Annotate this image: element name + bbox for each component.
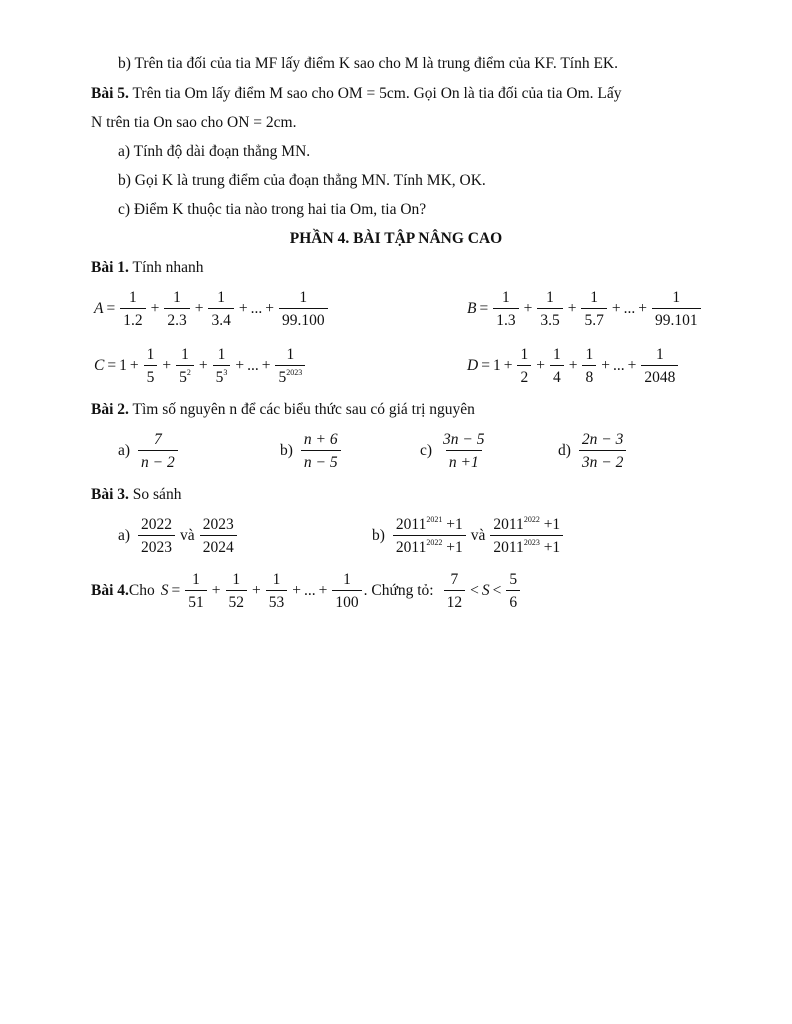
bai3-text: So sánh [128,486,182,503]
frac-D3: $\frac{1}{8}$ [582,345,596,387]
plus: + [611,300,621,317]
var-C: C [94,357,105,374]
plus: + [292,582,301,599]
bai3-heading [91,486,181,504]
frac-D1: $\frac{1}{2}$ [517,345,531,387]
expr-B [467,288,703,330]
frac-bai3-b1: $\frac{2011^{2021} +1}{2011^{2022} +1}$ [393,515,466,557]
dots: ... [247,357,259,374]
item-label: a) [118,527,131,544]
eq-sign: = [479,300,489,317]
var-B: B [467,300,477,317]
plus: + [211,582,221,599]
section-title: PHẦN 4. BÀI TẬP NÂNG CAO [289,230,503,247]
frac-bai2-c: $\frac{3n - 5}{n +1}$ [443,431,485,471]
eq-sign: = [107,357,117,374]
bai5-a: a) Tính độ dài đoạn thẳng MN. [118,143,311,160]
frac-D2: $\frac{1}{4}$ [550,345,564,387]
bai2-a [118,430,180,472]
dots: ... [304,582,316,599]
frac-A4: $\frac{1}{99.100}$ [279,288,328,330]
plus: + [150,300,160,317]
eq-sign: = [106,300,116,317]
item-label: b) [372,527,385,544]
bai2-b [280,430,343,472]
frac-lower-bound: $\frac{7}{12}$ [444,570,466,612]
bai2-text: Tìm số nguyên n để các biểu thức sau có giá trị nguyên [128,401,475,418]
var-D: D [467,357,479,374]
item-label: b) [280,442,293,459]
plus: + [252,582,261,599]
frac-S3: $\frac{1}{53}$ [266,570,288,612]
dots: ... [612,357,625,374]
plus: + [638,300,647,317]
frac-bai3-a1: $\frac{2022}{2023}$ [138,515,175,557]
bai2-c [420,430,490,472]
expr-A [94,288,330,330]
frac-bai2-d: $\frac{2n - 3}{3n - 2}$ [579,430,626,472]
frac-D4: $\frac{1}{2048}$ [641,345,678,387]
bai5-line1 [91,85,622,103]
expr-C [94,345,307,387]
bai3-label: Bài 3. [91,486,129,503]
var-A: A [94,300,104,317]
one: 1 [492,357,501,374]
frac-bai2-b: $\frac{n + 6}{n - 5}$ [301,430,341,472]
plus: + [238,300,248,317]
frac-C4: $\frac{1}{5^{2023}}$ [275,345,305,387]
frac-B1: $\frac{1}{1.3}$ [493,288,518,330]
prove-text: . Chứng tỏ: [363,582,434,599]
frac-A2: $\frac{1}{2.3}$ [164,288,189,330]
frac-S2: $\frac{1}{52}$ [226,570,248,612]
plus: + [536,357,545,374]
bai4-part-b-line: b) Trên tia đối của tia MF lấy điểm K sao cho M là trung điểm của KF. Tính EK. [118,55,619,72]
plus: + [162,357,172,374]
bai1-heading [91,259,204,277]
frac-C2: $\frac{1}{5^2}$ [176,345,194,387]
frac-A3: $\frac{1}{3.4}$ [208,288,233,330]
var-S: S [481,582,490,599]
plus: + [627,357,637,374]
frac-S4: $\frac{1}{100}$ [332,570,361,612]
bai5-line2: N trên tia On sao cho ON = 2cm. [91,114,297,131]
item-label: c) [420,442,433,459]
lt-sign: < [470,582,479,599]
frac-C1: $\frac{1}{5}$ [144,345,158,387]
and-word: và [180,527,195,544]
frac-B4: $\frac{1}{99.101}$ [652,288,701,330]
bai2-d [558,430,628,472]
frac-A1: $\frac{1}{1.2}$ [120,288,145,330]
plus: + [523,300,533,317]
plus: + [318,582,328,599]
plus: + [568,357,578,374]
frac-B3: $\frac{1}{5.7}$ [581,288,606,330]
bai2-heading [91,401,475,419]
plus: + [503,357,513,374]
plus: + [235,357,245,374]
item-label: d) [558,442,571,459]
frac-bai2-a: $\frac{7}{n - 2}$ [138,430,178,472]
frac-C3: $\frac{1}{5^3}$ [213,345,231,387]
and-word: và [470,527,486,544]
bai4-text: Cho [128,582,155,599]
plus: + [194,300,204,317]
bai1-text: Tính nhanh [128,259,204,276]
eq-sign: = [171,582,181,599]
eq-sign: = [481,357,490,374]
dots: ... [250,300,263,317]
plus: + [129,357,139,374]
frac-upper-bound: $\frac{5}{6}$ [506,570,520,612]
plus: + [601,357,610,374]
bai3-a [118,515,239,557]
bai5-text: Trên tia Om lấy điểm M sao cho OM = 5cm. Gọi On là tia đối của tia Om. Lấy [128,85,622,102]
dots: ... [623,300,636,317]
bai5-c: c) Điểm K thuộc tia nào trong hai tia Om, tia On? [118,201,427,218]
frac-S1: $\frac{1}{51}$ [185,570,207,612]
bai1-label: Bài 1. [91,259,129,276]
var-S: S [160,582,169,599]
item-label: a) [118,442,131,459]
frac-B2: $\frac{1}{3.5}$ [537,288,562,330]
bai2-label: Bài 2. [91,401,129,418]
plus: + [261,357,271,374]
plus: + [567,300,577,317]
bai4 [91,570,522,612]
plus: + [198,357,208,374]
lt-sign: < [492,582,502,599]
plus: + [265,300,274,317]
bai5-label: Bài 5. [91,85,129,102]
bai4-label: Bài 4. [91,582,129,599]
bai5-b: b) Gọi K là trung điểm của đoạn thẳng MN. Tính MK, OK. [118,172,486,189]
expr-D [467,345,680,387]
frac-bai3-a2: $\frac{2023}{2024}$ [200,515,237,557]
one: 1 [119,357,127,374]
frac-bai3-b2: $\frac{2011^{2022} +1}{2011^{2023} +1}$ [490,515,563,557]
bai3-b [372,515,565,557]
